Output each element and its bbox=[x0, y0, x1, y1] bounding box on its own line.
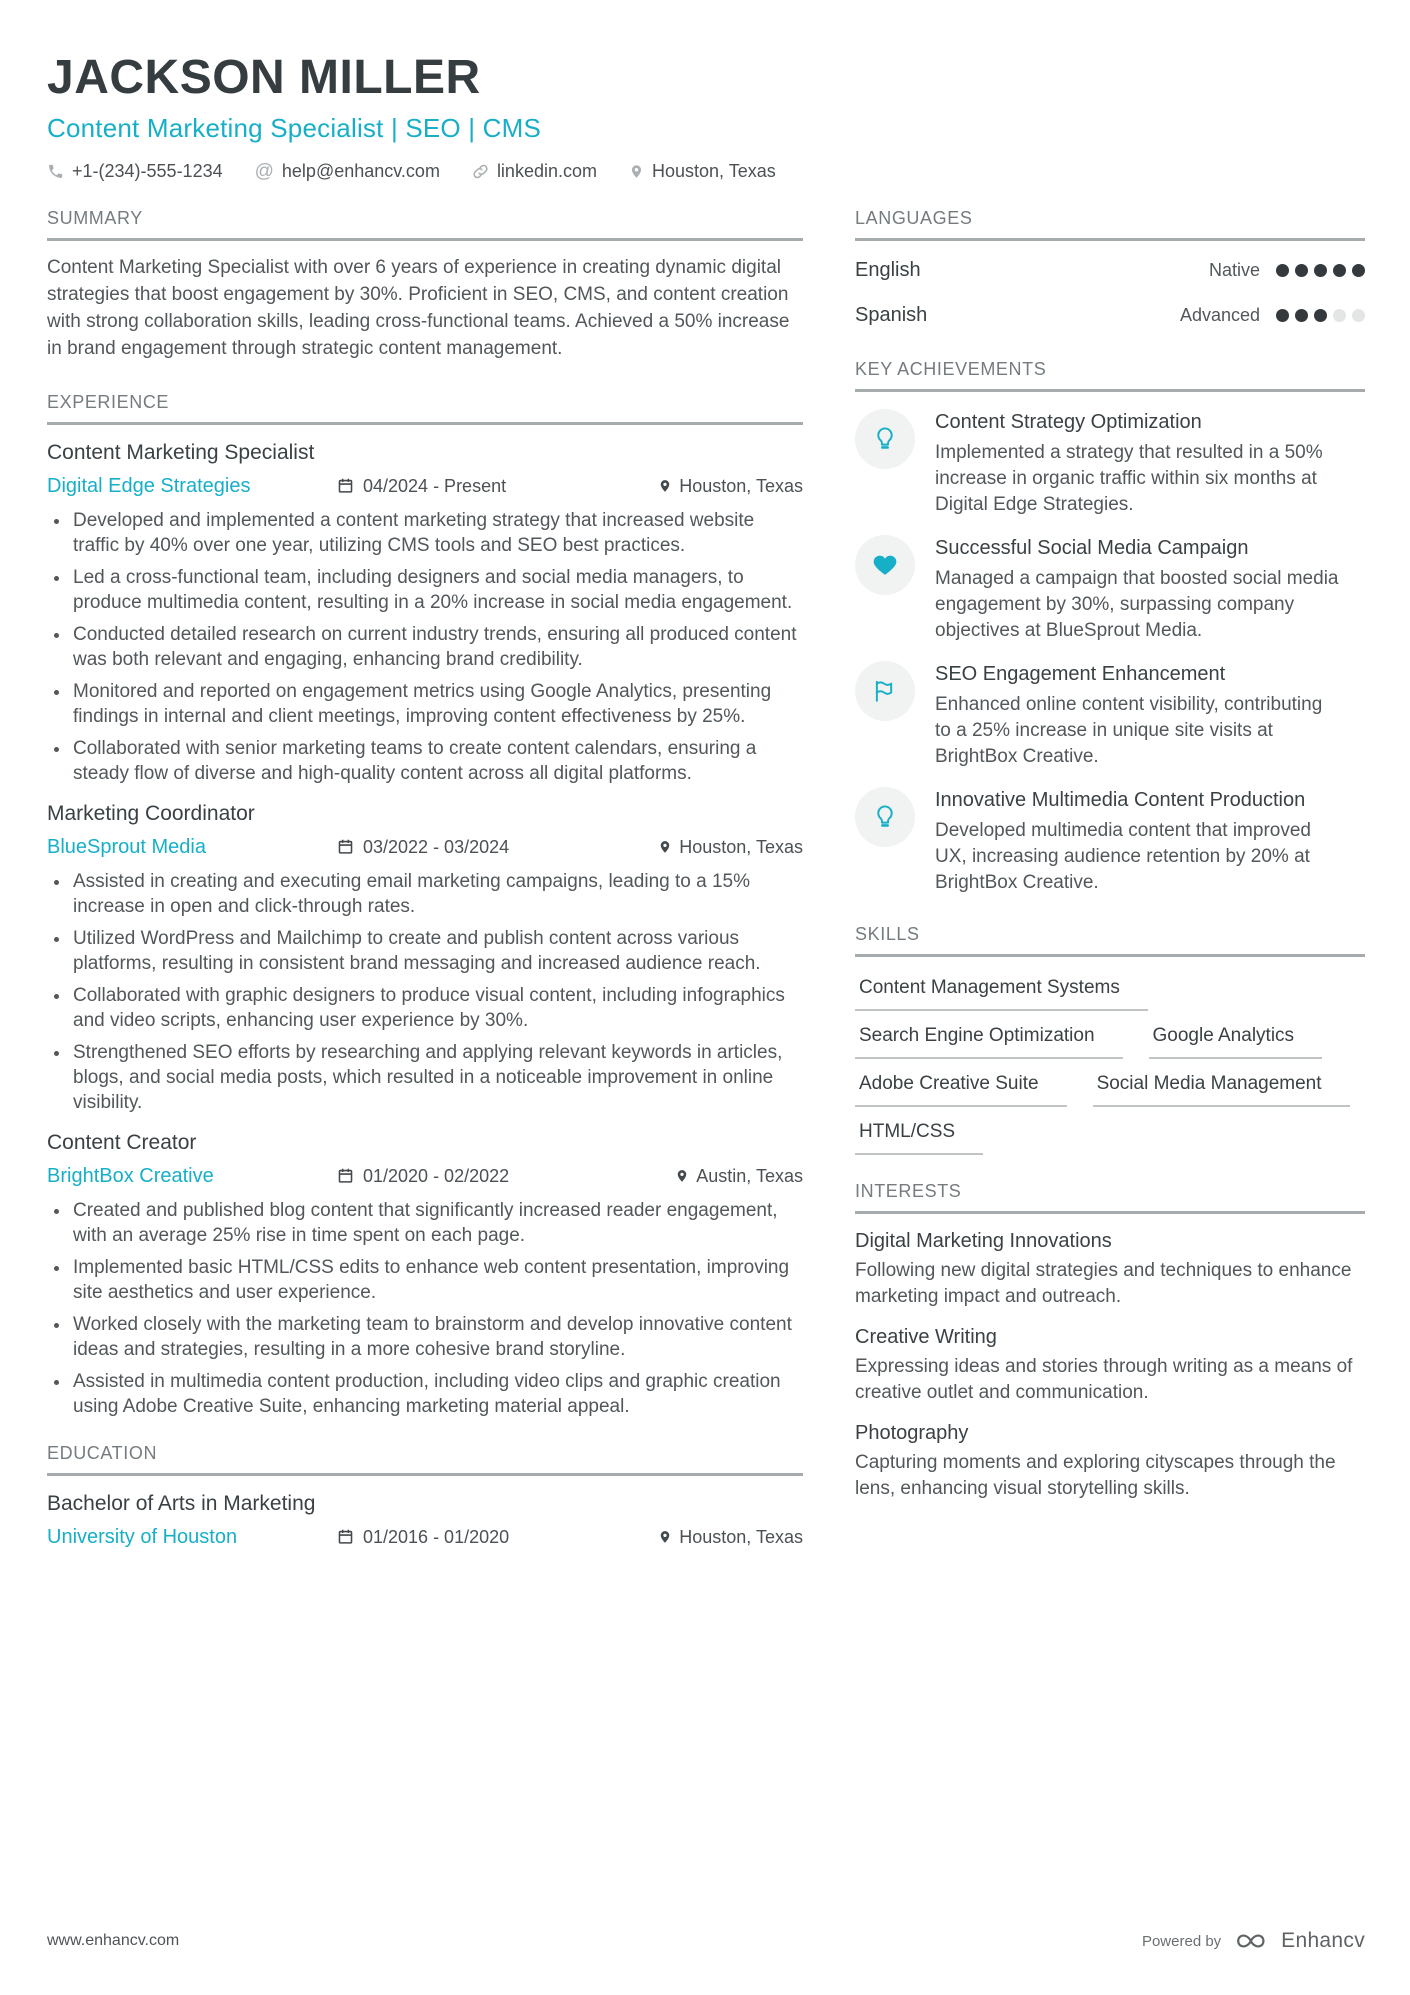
contact-location-text: Houston, Texas bbox=[651, 160, 776, 181]
lightbulb-icon bbox=[855, 409, 915, 469]
proficiency-dot-filled bbox=[1314, 264, 1327, 277]
job-location-text: Houston, Texas bbox=[679, 836, 803, 857]
interest-title: Photography bbox=[855, 1421, 969, 1444]
languages-section bbox=[855, 208, 1365, 331]
location-icon bbox=[675, 1168, 689, 1184]
heart-icon bbox=[855, 535, 915, 595]
location-icon bbox=[658, 478, 672, 494]
lightbulb-icon bbox=[855, 787, 915, 847]
skill-item: Adobe Creative Suite bbox=[855, 1059, 1067, 1107]
powered-by-badge[interactable] bbox=[1142, 1929, 1365, 1953]
location-icon bbox=[658, 1529, 672, 1545]
achievements-section bbox=[855, 359, 1365, 896]
achievement-text: Implemented a strategy that resulted in a 50% increase in organic traffic within six months at Digital Edge Strategies. bbox=[935, 441, 1323, 515]
achievement-title: Content Strategy Optimization bbox=[935, 410, 1202, 433]
job-bullet: • Collaborated with senior marketing teams to create content calendars, ensuring a steady flow of diverse and high-quality content across all digital platforms. bbox=[71, 736, 803, 786]
skill-item: Search Engine Optimization bbox=[855, 1011, 1123, 1059]
interests-section-label: INTERESTS bbox=[855, 1181, 1365, 1214]
job-location bbox=[675, 1162, 803, 1190]
job-bullet: • Assisted in creating and executing email marketing campaigns, leading to a 15% increase in open and click-through rates. bbox=[71, 869, 803, 919]
interest-text: Expressing ideas and stories through writing as a means of creative outlet and communication. bbox=[855, 1355, 1353, 1403]
education-dates bbox=[337, 1523, 509, 1551]
language-level: Advanced bbox=[1179, 305, 1260, 326]
proficiency-dot-empty bbox=[1333, 309, 1346, 322]
job-title: Content Marketing Specialist bbox=[47, 440, 315, 464]
job-title: Content Creator bbox=[47, 1130, 197, 1154]
job-bullets bbox=[47, 1198, 803, 1419]
interest-item bbox=[855, 1326, 1365, 1406]
candidate-name: JACKSON MILLER bbox=[47, 51, 481, 104]
job-title: Marketing Coordinator bbox=[47, 801, 255, 825]
education-location bbox=[658, 1523, 803, 1551]
job-dates-text: 01/2020 - 02/2022 bbox=[363, 1165, 510, 1186]
job-bullets bbox=[47, 508, 803, 786]
job-meta-row bbox=[47, 472, 803, 500]
job-dates bbox=[337, 472, 506, 500]
education-section bbox=[47, 1443, 803, 1551]
job-bullet: • Worked closely with the marketing team to brainstorm and develop innovative content ideas and strategies, resulting in a more cohesive brand storyline. bbox=[71, 1312, 803, 1362]
education-meta-row bbox=[47, 1523, 803, 1551]
job-dates bbox=[337, 833, 509, 861]
job-bullet: • Developed and implemented a content marketing strategy that increased website traffic by 40% over one year, utilizing CMS tools and SEO best practices. bbox=[71, 508, 803, 558]
experience-entry bbox=[47, 441, 803, 786]
interest-item bbox=[855, 1230, 1365, 1310]
language-row bbox=[855, 256, 1365, 286]
contact-email-text: help@enhancv.com bbox=[281, 160, 440, 181]
link-icon bbox=[472, 163, 489, 180]
at-icon: @ bbox=[254, 160, 274, 182]
achievement-title: Successful Social Media Campaign bbox=[935, 536, 1249, 559]
interest-title: Creative Writing bbox=[855, 1325, 997, 1348]
job-bullet: • Conducted detailed research on current industry trends, ensuring all produced content was both relevant and engaging, enhancing brand credibility. bbox=[71, 622, 803, 672]
company-name: BrightBox Creative bbox=[47, 1164, 214, 1187]
proficiency-dot-filled bbox=[1276, 264, 1289, 277]
language-row bbox=[855, 301, 1365, 331]
calendar-icon bbox=[337, 1528, 354, 1545]
enhancv-logo bbox=[1231, 1930, 1271, 1952]
skill-item: HTML/CSS bbox=[855, 1107, 983, 1155]
experience-entry bbox=[47, 802, 803, 1115]
language-name: Spanish bbox=[855, 304, 928, 327]
education-section-label: EDUCATION bbox=[47, 1443, 803, 1476]
job-bullet: • Monitored and reported on engagement metrics using Google Analytics, presenting findings in internal and client meetings, improving content effectiveness by 25%. bbox=[71, 679, 803, 729]
job-bullet: • Implemented basic HTML/CSS edits to enhance web content presentation, improving site aesthetics and user experience. bbox=[71, 1255, 803, 1305]
skill-item: Google Analytics bbox=[1149, 1011, 1323, 1059]
job-dates bbox=[337, 1162, 509, 1190]
job-bullet: • Strengthened SEO efforts by researching and applying relevant keywords in articles, blogs, and social media posts, which resulted in a noticeable improvement in online visibility. bbox=[71, 1040, 803, 1115]
location-icon bbox=[629, 163, 644, 180]
skills-section-label: SKILLS bbox=[855, 924, 1365, 957]
language-name: English bbox=[855, 259, 921, 282]
achievement-item bbox=[855, 409, 1365, 518]
calendar-icon bbox=[337, 838, 354, 855]
degree-title: Bachelor of Arts in Marketing bbox=[47, 1491, 316, 1515]
job-bullet: • Assisted in multimedia content production, including video clips and graphic creation using Adobe Creative Suite, enhancing marketing material appeal. bbox=[71, 1369, 803, 1419]
job-bullet: • Created and published blog content that significantly increased reader engagement, with an average 25% rise in time spent on each page. bbox=[71, 1198, 803, 1248]
contact-row bbox=[47, 161, 1365, 182]
contact-location bbox=[629, 161, 776, 182]
job-bullets bbox=[47, 869, 803, 1115]
proficiency-dot-empty bbox=[1352, 309, 1365, 322]
job-dates-text: 03/2022 - 03/2024 bbox=[363, 836, 510, 857]
achievements-section-label: KEY ACHIEVEMENTS bbox=[855, 359, 1365, 392]
experience-section-label: EXPERIENCE bbox=[47, 392, 803, 425]
interests-section bbox=[855, 1181, 1365, 1502]
job-bullet: • Utilized WordPress and Mailchimp to create and publish content across various platforms, resulting in consistent brand messaging and increased audience reach. bbox=[71, 926, 803, 976]
proficiency-dot-filled bbox=[1314, 309, 1327, 322]
languages-section-label: LANGUAGES bbox=[855, 208, 1365, 241]
experience-section bbox=[47, 392, 803, 1419]
contact-website-text: linkedin.com bbox=[496, 160, 597, 181]
summary-section bbox=[47, 208, 803, 362]
page-footer bbox=[47, 1929, 1365, 1953]
education-entry bbox=[47, 1492, 803, 1551]
footer-url[interactable]: www.enhancv.com bbox=[47, 1932, 180, 1949]
calendar-icon bbox=[337, 1167, 354, 1184]
summary-text: Content Marketing Specialist with over 6 years of experience in creating dynamic digital strategies that boost engagement by 30%. Proficient in SEO, CMS, and content creation with strong collaboration skills, leading cross-functional teams. Achieved a 50% increase in brand engagement through strategic content management. bbox=[47, 256, 790, 359]
skills-section bbox=[855, 924, 1365, 1155]
achievement-title: Innovative Multimedia Content Production bbox=[935, 788, 1306, 811]
interest-text: Following new digital strategies and techniques to enhance marketing impact and outreach. bbox=[855, 1259, 1352, 1307]
school-name: University of Houston bbox=[47, 1525, 238, 1548]
proficiency-dot-filled bbox=[1295, 309, 1308, 322]
skill-item: Social Media Management bbox=[1093, 1059, 1350, 1107]
proficiency-dot-filled bbox=[1333, 264, 1346, 277]
brand-name: Enhancv bbox=[1281, 1929, 1365, 1952]
job-location bbox=[658, 833, 803, 861]
achievement-text: Enhanced online content visibility, contributing to a 25% increase in unique site visits at BrightBox Creative. bbox=[935, 693, 1323, 767]
skills-list bbox=[855, 963, 1365, 1155]
proficiency-dot-filled bbox=[1352, 264, 1365, 277]
interest-item bbox=[855, 1422, 1365, 1502]
interest-title: Digital Marketing Innovations bbox=[855, 1229, 1112, 1252]
achievement-item bbox=[855, 661, 1365, 770]
achievement-title: SEO Engagement Enhancement bbox=[935, 662, 1226, 685]
job-location bbox=[658, 472, 803, 500]
flag-icon bbox=[855, 661, 915, 721]
job-location-text: Austin, Texas bbox=[696, 1165, 803, 1186]
contact-phone-text: +1-(234)-555-1234 bbox=[72, 160, 223, 181]
location-icon bbox=[658, 839, 672, 855]
main-column bbox=[47, 208, 803, 1551]
job-location-text: Houston, Texas bbox=[679, 475, 803, 496]
job-dates-text: 04/2024 - Present bbox=[363, 475, 507, 496]
achievement-item bbox=[855, 535, 1365, 644]
job-meta-row bbox=[47, 833, 803, 861]
company-name: BlueSprout Media bbox=[47, 835, 206, 858]
skill-item: Content Management Systems bbox=[855, 963, 1148, 1011]
job-meta-row bbox=[47, 1162, 803, 1190]
achievement-text: Developed multimedia content that improved UX, increasing audience retention by 20% at BrightBox Creative. bbox=[935, 819, 1311, 893]
job-bullet: • Led a cross-functional team, including designers and social media managers, to produce multimedia content, resulting in a 20% increase in social media engagement. bbox=[71, 565, 803, 615]
achievement-item bbox=[855, 787, 1365, 896]
powered-by-label: Powered by bbox=[1141, 1932, 1222, 1950]
job-bullet: • Collaborated with graphic designers to produce visual content, including infographics and video scripts, enhancing user experience by 30%. bbox=[71, 983, 803, 1033]
language-proficiency-dots bbox=[1276, 264, 1365, 277]
calendar-icon bbox=[337, 477, 354, 494]
proficiency-dot-filled bbox=[1276, 309, 1289, 322]
company-name: Digital Edge Strategies bbox=[47, 474, 251, 497]
contact-phone[interactable] bbox=[47, 161, 223, 182]
interest-text: Capturing moments and exploring cityscapes through the lens, enhancing visual storytelling skills. bbox=[855, 1451, 1336, 1499]
summary-section-label: SUMMARY bbox=[47, 208, 803, 241]
resume-header bbox=[47, 52, 1365, 182]
education-dates-text: 01/2016 - 01/2020 bbox=[363, 1526, 510, 1547]
achievement-text: Managed a campaign that boosted social media engagement by 30%, surpassing company objectives at BlueSprout Media. bbox=[935, 567, 1339, 641]
contact-website[interactable] bbox=[472, 161, 597, 182]
candidate-headline: Content Marketing Specialist | SEO | CMS bbox=[47, 112, 542, 143]
side-column bbox=[855, 208, 1365, 1551]
contact-email[interactable] bbox=[255, 161, 440, 182]
proficiency-dot-filled bbox=[1295, 264, 1308, 277]
experience-entry bbox=[47, 1131, 803, 1419]
education-location-text: Houston, Texas bbox=[679, 1526, 803, 1547]
language-level: Native bbox=[1208, 260, 1260, 281]
phone-icon bbox=[47, 163, 64, 180]
language-proficiency-dots bbox=[1276, 309, 1365, 322]
